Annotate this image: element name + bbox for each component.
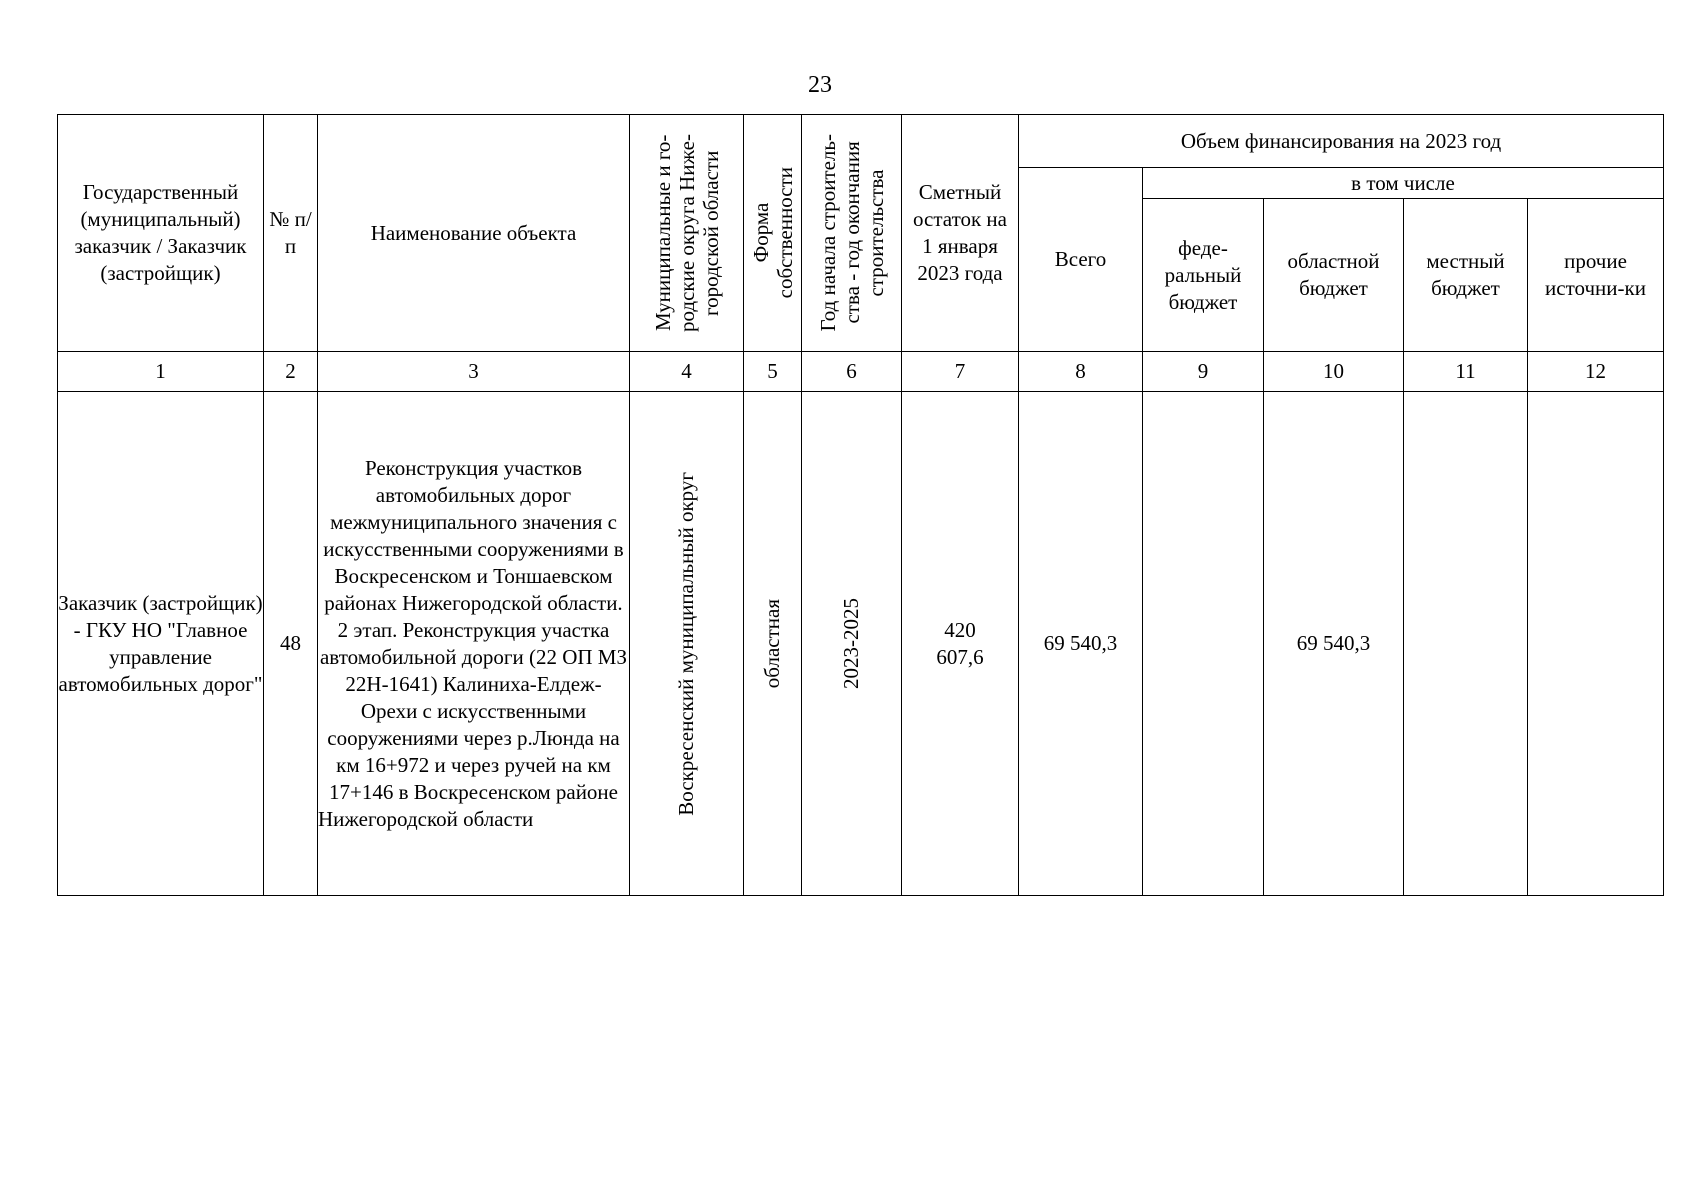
row-municipality <box>630 392 744 896</box>
column-numbers-row <box>58 352 1664 392</box>
row-municipality-text: Воскресенский муниципальный округ <box>674 471 698 816</box>
row-years <box>802 392 902 896</box>
header-local: местный бюджет <box>1404 199 1528 352</box>
column-number: 10 <box>1264 352 1404 392</box>
header-other: прочие источни-ки <box>1528 199 1664 352</box>
row-federal <box>1143 392 1264 896</box>
header-object-name: Наименование объекта <box>318 115 630 352</box>
page-number: 23 <box>808 72 832 98</box>
column-number: 1 <box>58 352 264 392</box>
header-federal: феде-ральный бюджет <box>1143 199 1264 352</box>
row-object-name: Реконструкция участков автомобильных дорог межмуниципального значения с искусственными сооружениями в Воскресенском и Тоншаевском районах Нижегородской области. 2 этап. Реконструкция участка автомобильной дороги (22 ОП МЗ 22Н-1641) Калиниха-Елдеж-Орехи с искусственными сооружениями через р.Люнда на км 16+972 и через ручей на км 17+146 в Воскресенском районе Нижегородской области <box>318 392 630 896</box>
row-ownership <box>744 392 802 896</box>
header-estimate-balance: Сметный остаток на 1 января 2023 года <box>902 115 1019 352</box>
row-other <box>1528 392 1664 896</box>
column-number: 3 <box>318 352 630 392</box>
row-total: 69 540,3 <box>1019 392 1143 896</box>
row-ownership-text: областная <box>760 598 784 689</box>
header-financing-volume: Объем финансирования на 2023 год <box>1019 115 1664 168</box>
row-customer: Заказчик (застройщик) - ГКУ НО "Главное управление автомобильных дорог" <box>58 392 264 896</box>
column-number: 5 <box>744 352 802 392</box>
header-years: Год начала строитель- ства - год окончания строительства <box>802 115 902 352</box>
financing-table <box>57 114 1664 896</box>
column-number: 8 <box>1019 352 1143 392</box>
header-customer: Государственный (муниципальный) заказчик / Заказчик (застройщик) <box>58 115 264 352</box>
column-number: 4 <box>630 352 744 392</box>
row-regional: 69 540,3 <box>1264 392 1404 896</box>
table-row <box>58 392 1664 896</box>
header-regional: областной бюджет <box>1264 199 1404 352</box>
column-number: 9 <box>1143 352 1264 392</box>
column-number: 12 <box>1528 352 1664 392</box>
header-including: в том числе <box>1143 168 1664 199</box>
column-number: 2 <box>264 352 318 392</box>
column-number: 11 <box>1404 352 1528 392</box>
column-number: 7 <box>902 352 1019 392</box>
row-local <box>1404 392 1528 896</box>
header-number: № п/п <box>264 115 318 352</box>
header-ownership: Форма собственности <box>744 115 802 352</box>
column-number: 6 <box>802 352 902 392</box>
row-estimate-balance: 420 607,6 <box>902 392 1019 896</box>
header-total: Всего <box>1019 168 1143 352</box>
row-number: 48 <box>264 392 318 896</box>
row-years-text: 2023-2025 <box>839 598 863 689</box>
header-municipalities: Муниципальные и го- родские округа Ниже- городской области <box>630 115 744 352</box>
